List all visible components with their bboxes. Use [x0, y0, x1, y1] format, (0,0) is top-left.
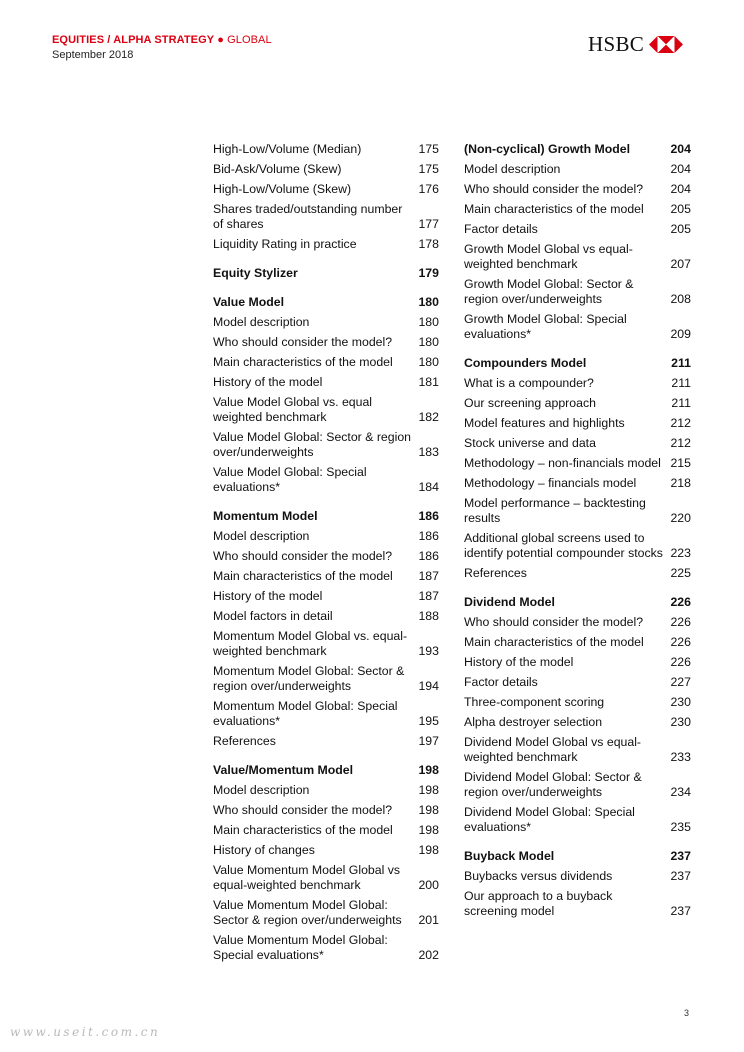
- toc-page-number: 235: [670, 820, 691, 834]
- toc-entry[interactable]: [464, 160, 691, 180]
- toc-entry[interactable]: [213, 931, 439, 966]
- toc-page-number: 209: [670, 327, 691, 341]
- toc-page-number: 193: [418, 644, 439, 658]
- toc-title: Growth Model Global vs equal-weighted benchmark: [464, 242, 633, 271]
- toc-title: History of the model: [213, 589, 323, 603]
- toc-page-number: 201: [418, 913, 439, 927]
- toc-page-number: 204: [670, 142, 691, 156]
- toc-title: Three-component scoring: [464, 695, 605, 709]
- toc-page-number: 205: [670, 222, 691, 236]
- toc-entry[interactable]: [464, 310, 691, 345]
- toc-title: Model performance – backtesting results: [464, 496, 646, 525]
- toc-page-number: 181: [418, 375, 439, 389]
- toc-entry[interactable]: [213, 841, 439, 861]
- toc-entry[interactable]: [213, 393, 439, 428]
- toc-entry[interactable]: [213, 463, 439, 498]
- toc-entry[interactable]: [213, 547, 439, 567]
- watermark: www.useit.com.cn: [10, 1025, 161, 1039]
- toc-title: High-Low/Volume (Median): [213, 142, 362, 156]
- toc-entry[interactable]: [464, 564, 691, 584]
- toc-page-number: 208: [670, 292, 691, 306]
- toc-page-number: 205: [670, 202, 691, 216]
- toc-heading[interactable]: [464, 593, 691, 613]
- toc-title: Equity Stylizer: [213, 266, 298, 280]
- toc-entry[interactable]: [464, 180, 691, 200]
- toc-entry[interactable]: [464, 803, 691, 838]
- toc-page-number: 180: [418, 315, 439, 329]
- toc-title: Momentum Model Global vs. equal-weighted benchmark: [213, 629, 408, 658]
- toc-page-number: 237: [670, 904, 691, 918]
- toc-heading[interactable]: [464, 847, 691, 867]
- toc-title: References: [213, 734, 276, 748]
- toc-right-column: [464, 140, 691, 922]
- toc-entry[interactable]: [213, 200, 439, 235]
- toc-title: Value Momentum Model Global: Special evaluations*: [213, 933, 388, 962]
- toc-title: Methodology – financials model: [464, 476, 637, 490]
- toc-page-number: 187: [418, 569, 439, 583]
- toc-page-number: 184: [418, 480, 439, 494]
- toc-title: Main characteristics of the model: [213, 569, 393, 583]
- toc-entry[interactable]: [464, 887, 691, 922]
- toc-page-number: 220: [670, 511, 691, 525]
- toc-title: Model description: [464, 162, 561, 176]
- hsbc-logo: [588, 33, 683, 55]
- logo-text: HSBC: [588, 32, 645, 56]
- toc-title: Model factors in detail: [213, 609, 333, 623]
- toc-title: Dividend Model Global: Sector & region over/underweights: [464, 770, 642, 799]
- toc-title: Value Model Global: Sector & region over/underweights: [213, 430, 411, 459]
- toc-title: Who should consider the model?: [464, 615, 644, 629]
- toc-entry[interactable]: [464, 200, 691, 220]
- toc-entry[interactable]: [464, 414, 691, 434]
- toc-page-number: 202: [418, 948, 439, 962]
- toc-entry[interactable]: [213, 333, 439, 353]
- toc-entry[interactable]: [213, 801, 439, 821]
- toc-page-number: 187: [418, 589, 439, 603]
- toc-page-number: 195: [418, 714, 439, 728]
- toc-page-number: 198: [418, 803, 439, 817]
- toc-title: High-Low/Volume (Skew): [213, 182, 352, 196]
- toc-title: Main characteristics of the model: [464, 635, 644, 649]
- section-line: [52, 34, 272, 46]
- toc-title: Factor details: [464, 222, 538, 236]
- toc-title: History of changes: [213, 843, 315, 857]
- toc-title: Dividend Model: [464, 595, 555, 609]
- toc-title: Value Momentum Model Global: Sector & region over/underweights: [213, 898, 402, 927]
- toc-heading[interactable]: [464, 354, 691, 374]
- toc-entry[interactable]: [464, 374, 691, 394]
- toc-page-number: 223: [670, 546, 691, 560]
- toc-title: Value/Momentum Model: [213, 763, 354, 777]
- toc-page-number: 226: [670, 635, 691, 649]
- toc-title: What is a compounder?: [464, 376, 594, 390]
- toc-title: Value Model Global vs. equal weighted benchmark: [213, 395, 373, 424]
- toc-title: Alpha destroyer selection: [464, 715, 603, 729]
- toc-title: Model description: [213, 315, 310, 329]
- hexagon-logo-icon: [649, 36, 683, 53]
- toc-page-number: 226: [670, 595, 691, 609]
- page-number: 3: [684, 1008, 690, 1018]
- toc-page-number: 225: [670, 566, 691, 580]
- toc-title: Main characteristics of the model: [213, 355, 393, 369]
- toc-entry[interactable]: [213, 373, 439, 393]
- toc-page-number: 177: [418, 217, 439, 231]
- toc-entry[interactable]: [213, 627, 439, 662]
- toc-title: Main characteristics of the model: [464, 202, 644, 216]
- toc-page-number: 230: [670, 695, 691, 709]
- toc-entry[interactable]: [464, 713, 691, 733]
- toc-page-number: 237: [670, 849, 691, 863]
- toc-page-number: 200: [418, 878, 439, 892]
- toc-title: Momentum Model Global: Special evaluations*: [213, 699, 398, 728]
- toc-title: Momentum Model Global: Sector & region over/underweights: [213, 664, 405, 693]
- toc-heading[interactable]: [213, 293, 439, 313]
- toc-title: Main characteristics of the model: [213, 823, 393, 837]
- toc-page-number: 180: [418, 355, 439, 369]
- toc-page-number: 194: [418, 679, 439, 693]
- toc-title: History of the model: [213, 375, 323, 389]
- toc-entry[interactable]: [464, 275, 691, 310]
- toc-title: Shares traded/outstanding number of shares: [213, 202, 403, 231]
- toc-page-number: 226: [670, 615, 691, 629]
- toc-title: Buybacks versus dividends: [464, 869, 613, 883]
- toc-heading[interactable]: [464, 140, 691, 160]
- toc-page-number: 178: [418, 237, 439, 251]
- toc-entry[interactable]: [464, 454, 691, 474]
- separator-dot: ●: [217, 34, 224, 46]
- toc-page-number: 182: [418, 410, 439, 424]
- toc-title: Stock universe and data: [464, 436, 596, 450]
- region-label: GLOBAL: [227, 34, 272, 46]
- toc-page-number: 186: [418, 549, 439, 563]
- toc-title: Momentum Model: [213, 509, 318, 523]
- toc-entry[interactable]: [464, 474, 691, 494]
- toc-heading[interactable]: [213, 507, 439, 527]
- report-date: September 2018: [52, 49, 134, 61]
- toc-entry[interactable]: [464, 613, 691, 633]
- toc-page-number: 197: [418, 734, 439, 748]
- toc-entry[interactable]: [464, 633, 691, 653]
- toc-entry[interactable]: [464, 653, 691, 673]
- toc-title: Who should consider the model?: [213, 803, 393, 817]
- toc-page-number: 180: [418, 335, 439, 349]
- toc-page-number: 227: [670, 675, 691, 689]
- toc-entry[interactable]: [213, 697, 439, 732]
- toc-page-number: 204: [670, 182, 691, 196]
- toc-entry[interactable]: [213, 861, 439, 896]
- toc-title: Additional global screens used to identify potential compounder stocks: [464, 531, 663, 560]
- toc-page-number: 234: [670, 785, 691, 799]
- toc-title: Model description: [213, 529, 310, 543]
- toc-entry[interactable]: [464, 240, 691, 275]
- toc-page-number: 204: [670, 162, 691, 176]
- toc-entry[interactable]: [464, 693, 691, 713]
- toc-title: References: [464, 566, 527, 580]
- toc-title: Buyback Model: [464, 849, 555, 863]
- toc-entry[interactable]: [213, 235, 439, 255]
- toc-page-number: 176: [418, 182, 439, 196]
- toc-page-number: 179: [418, 266, 439, 280]
- toc-entry[interactable]: [213, 527, 439, 547]
- toc-title: Model features and highlights: [464, 416, 625, 430]
- toc-page-number: 207: [670, 257, 691, 271]
- toc-entry[interactable]: [464, 220, 691, 240]
- toc-left-column: [213, 140, 439, 966]
- toc-page-number: 230: [670, 715, 691, 729]
- toc-page-number: 233: [670, 750, 691, 764]
- toc-entry[interactable]: [213, 732, 439, 752]
- toc-page-number: 175: [418, 142, 439, 156]
- toc-entry[interactable]: [213, 662, 439, 697]
- toc-entry[interactable]: [464, 529, 691, 564]
- toc-title: Factor details: [464, 675, 538, 689]
- toc-entry[interactable]: [464, 733, 691, 768]
- toc-page-number: 198: [418, 783, 439, 797]
- toc-entry[interactable]: [213, 160, 439, 180]
- report-header: [52, 34, 272, 61]
- toc-title: Growth Model Global: Special evaluations*: [464, 312, 627, 341]
- toc-page-number: 211: [671, 376, 691, 390]
- toc-page-number: 212: [670, 416, 691, 430]
- toc-title: Compounders Model: [464, 356, 587, 370]
- toc-page-number: 198: [418, 843, 439, 857]
- toc-entry[interactable]: [213, 140, 439, 160]
- toc-page-number: 218: [670, 476, 691, 490]
- section-title: EQUITIES / ALPHA STRATEGY: [52, 34, 215, 46]
- toc-title: Bid-Ask/Volume (Skew): [213, 162, 342, 176]
- toc-title: History of the model: [464, 655, 574, 669]
- toc-title: (Non-cyclical) Growth Model: [464, 142, 631, 156]
- toc-title: Liquidity Rating in practice: [213, 237, 357, 251]
- toc-title: Value Momentum Model Global vs equal-weighted benchmark: [213, 863, 401, 892]
- toc-title: Our approach to a buyback screening model: [464, 889, 613, 918]
- toc-entry[interactable]: [213, 896, 439, 931]
- toc-entry[interactable]: [464, 768, 691, 803]
- toc-page-number: 198: [418, 823, 439, 837]
- toc-entry[interactable]: [213, 180, 439, 200]
- toc-page-number: 215: [670, 456, 691, 470]
- toc-entry[interactable]: [464, 867, 691, 887]
- toc-title: Value Model Global: Special evaluations*: [213, 465, 367, 494]
- toc-entry[interactable]: [464, 494, 691, 529]
- toc-title: Growth Model Global: Sector & region over/underweights: [464, 277, 634, 306]
- toc-page-number: 212: [670, 436, 691, 450]
- toc-entry[interactable]: [213, 313, 439, 333]
- toc-page-number: 237: [670, 869, 691, 883]
- toc-entry[interactable]: [213, 587, 439, 607]
- toc-title: Who should consider the model?: [464, 182, 644, 196]
- toc-entry[interactable]: [464, 394, 691, 414]
- toc-page-number: 186: [418, 509, 439, 523]
- toc-heading[interactable]: [213, 761, 439, 781]
- toc-page-number: 188: [418, 609, 439, 623]
- toc-title: Model description: [213, 783, 310, 797]
- toc-entry[interactable]: [213, 781, 439, 801]
- toc-entry[interactable]: [213, 607, 439, 627]
- toc-page-number: 198: [418, 763, 439, 777]
- toc-page-number: 211: [671, 396, 691, 410]
- toc-page-number: 186: [418, 529, 439, 543]
- toc-entry[interactable]: [464, 434, 691, 454]
- toc-title: Dividend Model Global vs equal-weighted benchmark: [464, 735, 642, 764]
- toc-title: Who should consider the model?: [213, 549, 393, 563]
- toc-title: Our screening approach: [464, 396, 596, 410]
- toc-title: Who should consider the model?: [213, 335, 393, 349]
- toc-page-number: 226: [670, 655, 691, 669]
- toc-page-number: 183: [418, 445, 439, 459]
- toc-entry[interactable]: [213, 821, 439, 841]
- toc-entry[interactable]: [213, 567, 439, 587]
- toc-page-number: 180: [418, 295, 439, 309]
- toc-title: Value Model: [213, 295, 285, 309]
- toc-page-number: 175: [418, 162, 439, 176]
- toc-entry[interactable]: [213, 353, 439, 373]
- toc-heading[interactable]: [213, 264, 439, 284]
- toc-title: Dividend Model Global: Special evaluations*: [464, 805, 635, 834]
- toc-page-number: 211: [671, 356, 691, 370]
- toc-entry[interactable]: [213, 428, 439, 463]
- toc-entry[interactable]: [464, 673, 691, 693]
- toc-title: Methodology – non-financials model: [464, 456, 661, 470]
